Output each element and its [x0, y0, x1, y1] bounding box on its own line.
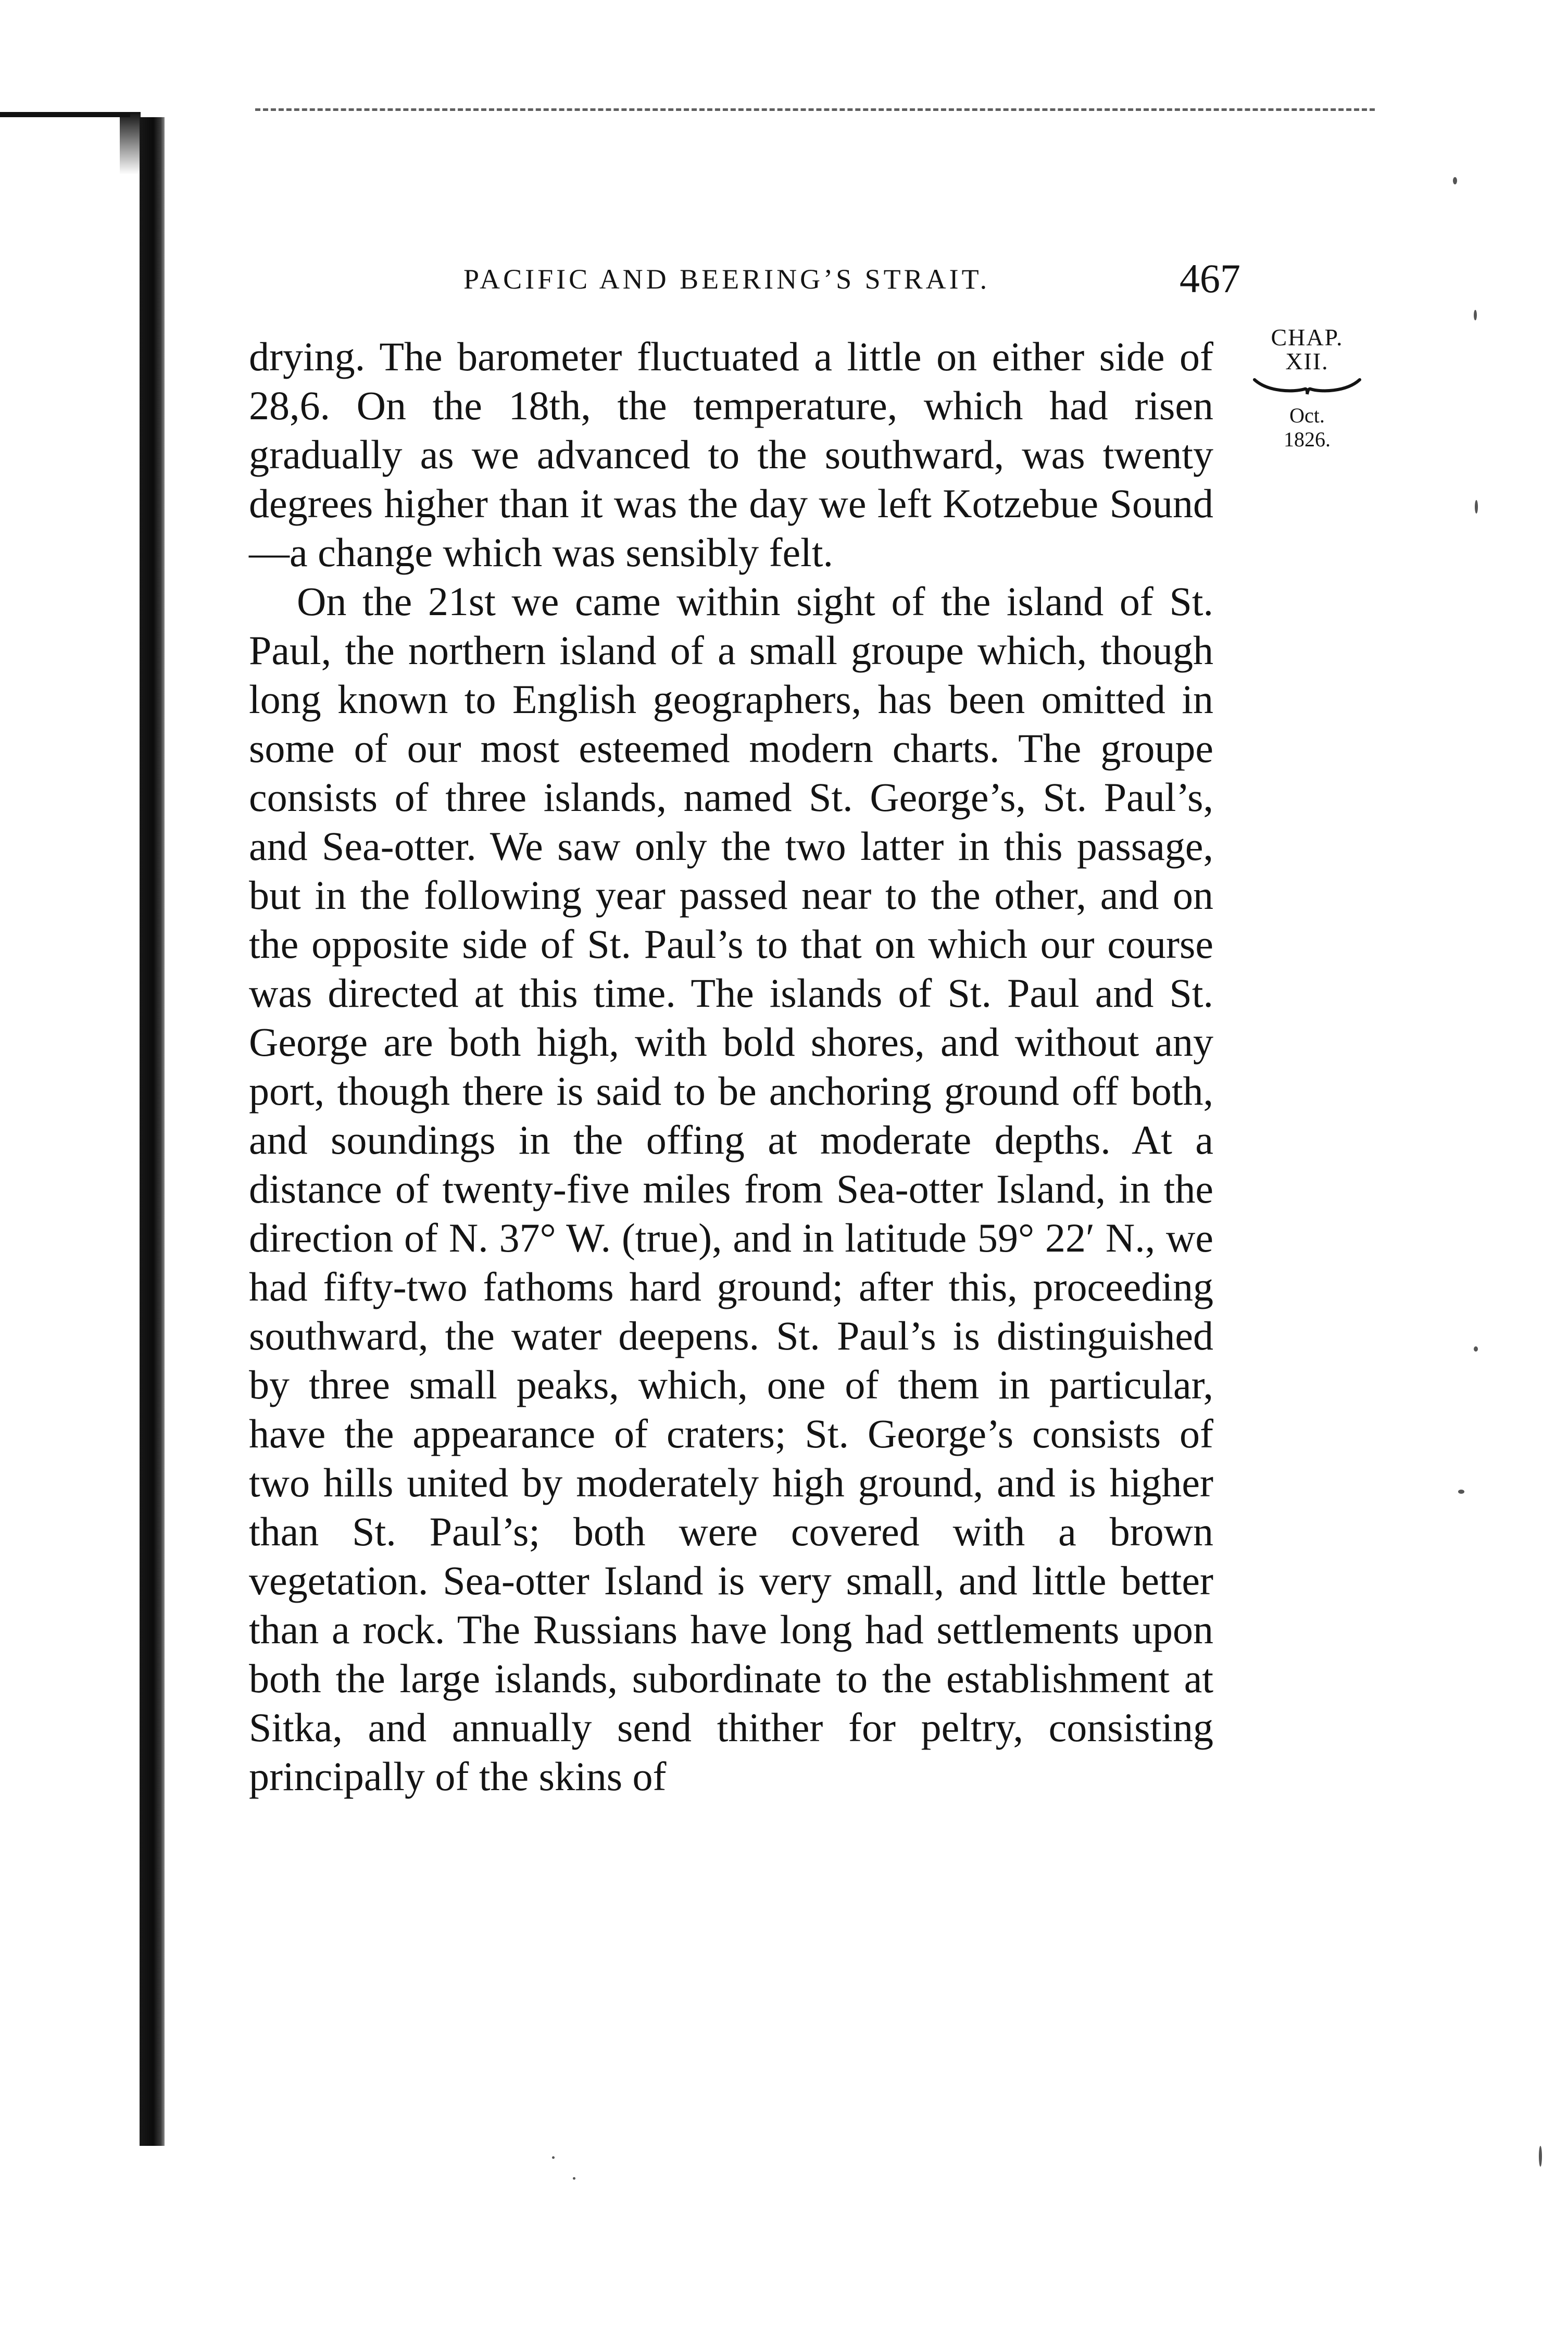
- scan-speck: [1474, 1346, 1478, 1352]
- date-year: 1826.: [1284, 428, 1331, 451]
- page-number: 467: [1180, 256, 1240, 301]
- margin-brace-icon: [1252, 377, 1362, 396]
- paragraph-st-paul: On the 21st we came within sight of the island of St. Paul, the northern island of a small groupe which, though long known to English geographers, has been omitted in some of our most esteemed modern charts. The groupe consists of three islands, named St. George’s, St. Paul’s, and Sea-otter. We saw only the two latter in this passage, but in the following year passed near to the other, and on the opposite side of St. Paul’s to that on which our course was directed at this time. The islands of St. Paul and St. George are both high, with bold shores, and without any port, though there is said to be anchoring ground off both, and soundings in the offing at moderate depths. At a distance of twenty-five miles from Sea-otter Island, in the direction of N. 37° W. (true), and in latitude 59° 22′ N., we had fifty-two fathoms hard ground; after this, proceeding southward, the water deepens. St. Paul’s is distinguished by three small peaks, which, one of them in particular, have the appearance of craters; St. George’s consists of two hills united by moderately high ground, and is higher than St. Paul’s; both were covered with a brown vegetation. Sea-otter Island is very small, and little better than a rock. The Russians have long had settlements upon both the large islands, subordinate to the establishment at Sitka, and annually send thither for peltry, consisting principally of the skins of: [249, 579, 1213, 1799]
- scan-binding-shadow: [140, 117, 165, 2146]
- scan-speck: [1539, 2146, 1542, 2167]
- date-month: Oct.: [1289, 404, 1325, 427]
- scan-speck: [1458, 1490, 1464, 1494]
- scan-speck: [1475, 500, 1478, 514]
- scan-binding-cap: [0, 112, 130, 117]
- scan-speck: [573, 2177, 575, 2180]
- scan-binding-flare: [120, 112, 141, 174]
- running-head-title: PACIFIC AND BEERING’S STRAIT.: [463, 264, 990, 295]
- scan-speck: [1474, 310, 1477, 320]
- scan-top-rule: [255, 108, 1375, 111]
- scan-speck: [552, 2156, 555, 2159]
- chapter-number: XII.: [1285, 348, 1329, 374]
- scan-speck: [1453, 177, 1457, 184]
- body-text: [249, 332, 1213, 1801]
- margin-note: [1245, 326, 1370, 452]
- chapter-label: CHAP.: [1271, 324, 1344, 351]
- paragraph-continuation: drying. The barometer fluctuated a little on either side of 28,6. On the 18th, the temperature, which had risen gradually as we advanced to the southward, was twenty degrees higher than it was the day we left Kotzebue Sound—a change which was sensibly felt.: [249, 334, 1213, 575]
